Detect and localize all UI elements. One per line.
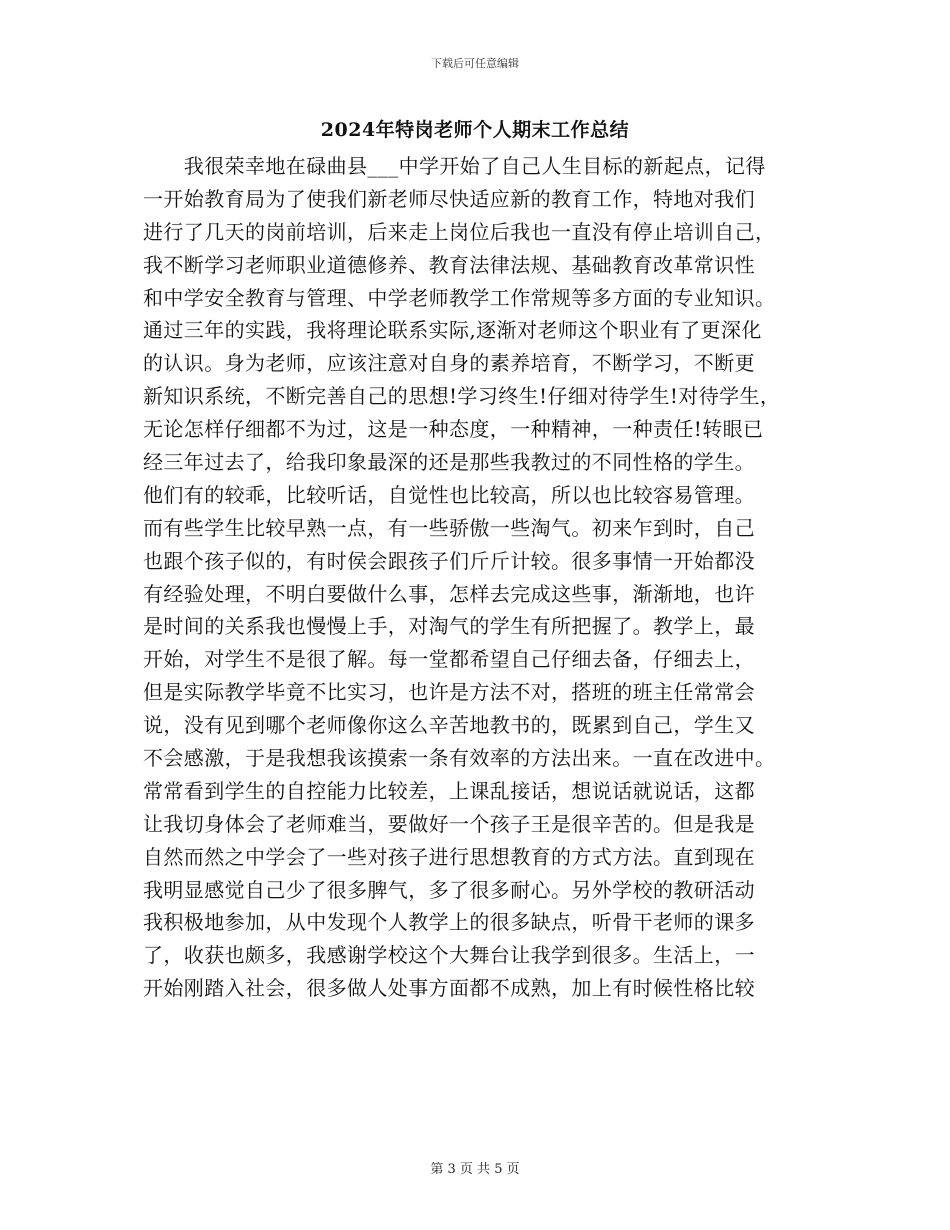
body-line: 进行了几天的岗前培训，后来走上岗位后我也一直没有停止培训自己， bbox=[143, 219, 776, 244]
body-line: 通过三年的实践，我将理论联系实际,逐渐对老师这个职业有了更深化 bbox=[143, 318, 762, 343]
body-line: 经三年过去了，给我印象最深的还是那些我教过的不同性格的学生。 bbox=[143, 450, 755, 475]
body-line: 新知识系统，不断完善自己的思想!学习终生!仔细对待学生!对待学生， bbox=[143, 384, 781, 409]
body-line: 无论怎样仔细都不为过，这是一种态度，一种精神，一种责任!转眼已 bbox=[143, 417, 764, 442]
body-line: 我很荣幸地在碌曲县___中学开始了自己人生目标的新起点，记得 bbox=[143, 154, 766, 178]
body-line: 常常看到学生的自控能力比较差，上课乱接话，想说话就说话，这都 bbox=[143, 778, 755, 803]
header-note: 下载后可任意编辑 bbox=[431, 57, 519, 70]
body-line: 也跟个孩子似的，有时侯会跟孩子们斤斤计较。很多事情一开始都没 bbox=[143, 548, 755, 573]
document-body bbox=[143, 150, 823, 1005]
body-line: 我明显感觉自己少了很多脾气，多了很多耐心。另外学校的教研活动 bbox=[143, 877, 755, 902]
body-line: 而有些学生比较早熟一点，有一些骄傲一些淘气。初来乍到时，自己 bbox=[143, 515, 755, 540]
body-line: 开始刚踏入社会，很多做人处事方面都不成熟，加上有时候性格比较 bbox=[143, 976, 755, 1001]
body-line: 一开始教育局为了使我们新老师尽快适应新的教育工作，特地对我们 bbox=[143, 186, 755, 211]
body-line: 让我切身体会了老师难当，要做好一个孩子王是很辛苦的。但是我是 bbox=[143, 811, 755, 836]
body-line: 我不断学习老师职业道德修养、教育法律法规、基础教育改革常识性 bbox=[143, 252, 755, 277]
body-line: 我积极地参加，从中发现个人教学上的很多缺点，听骨干老师的课多 bbox=[143, 910, 755, 935]
body-line: 开始，对学生不是很了解。每一堂都希望自己仔细去备，仔细去上， bbox=[143, 647, 755, 672]
body-line: 自然而然之中学会了一些对孩子进行思想教育的方式方法。直到现在 bbox=[143, 844, 755, 869]
page-footer: 第 3 页 共 5 页 bbox=[430, 1162, 520, 1177]
body-line: 的认识。身为老师，应该注意对自身的素养培育，不断学习，不断更 bbox=[143, 351, 755, 376]
body-line: 他们有的较乖，比较听话，自觉性也比较高，所以也比较容易管理。 bbox=[143, 482, 755, 507]
body-line: 不会感激，于是我想我该摸索一条有效率的方法出来。一直在改进中。 bbox=[143, 746, 776, 771]
body-line: 是时间的关系我也慢慢上手，对淘气的学生有所把握了。教学上，最 bbox=[143, 614, 755, 639]
body-line: 了，收获也颇多，我感谢学校这个大舞台让我学到很多。生活上，一 bbox=[143, 943, 755, 968]
body-line: 和中学安全教育与管理、中学老师教学工作常规等多方面的专业知识。 bbox=[143, 285, 776, 310]
document-title: 2024年特岗老师个人期末工作总结 bbox=[320, 119, 630, 141]
body-line: 有经验处理，不明白要做什么事，怎样去完成这些事，渐渐地，也许 bbox=[143, 581, 755, 606]
body-line: 但是实际教学毕竟不比实习，也许是方法不对，搭班的班主任常常会 bbox=[143, 680, 755, 705]
body-line: 说，没有见到哪个老师像你这么辛苦地教书的，既累到自己，学生又 bbox=[143, 713, 755, 738]
